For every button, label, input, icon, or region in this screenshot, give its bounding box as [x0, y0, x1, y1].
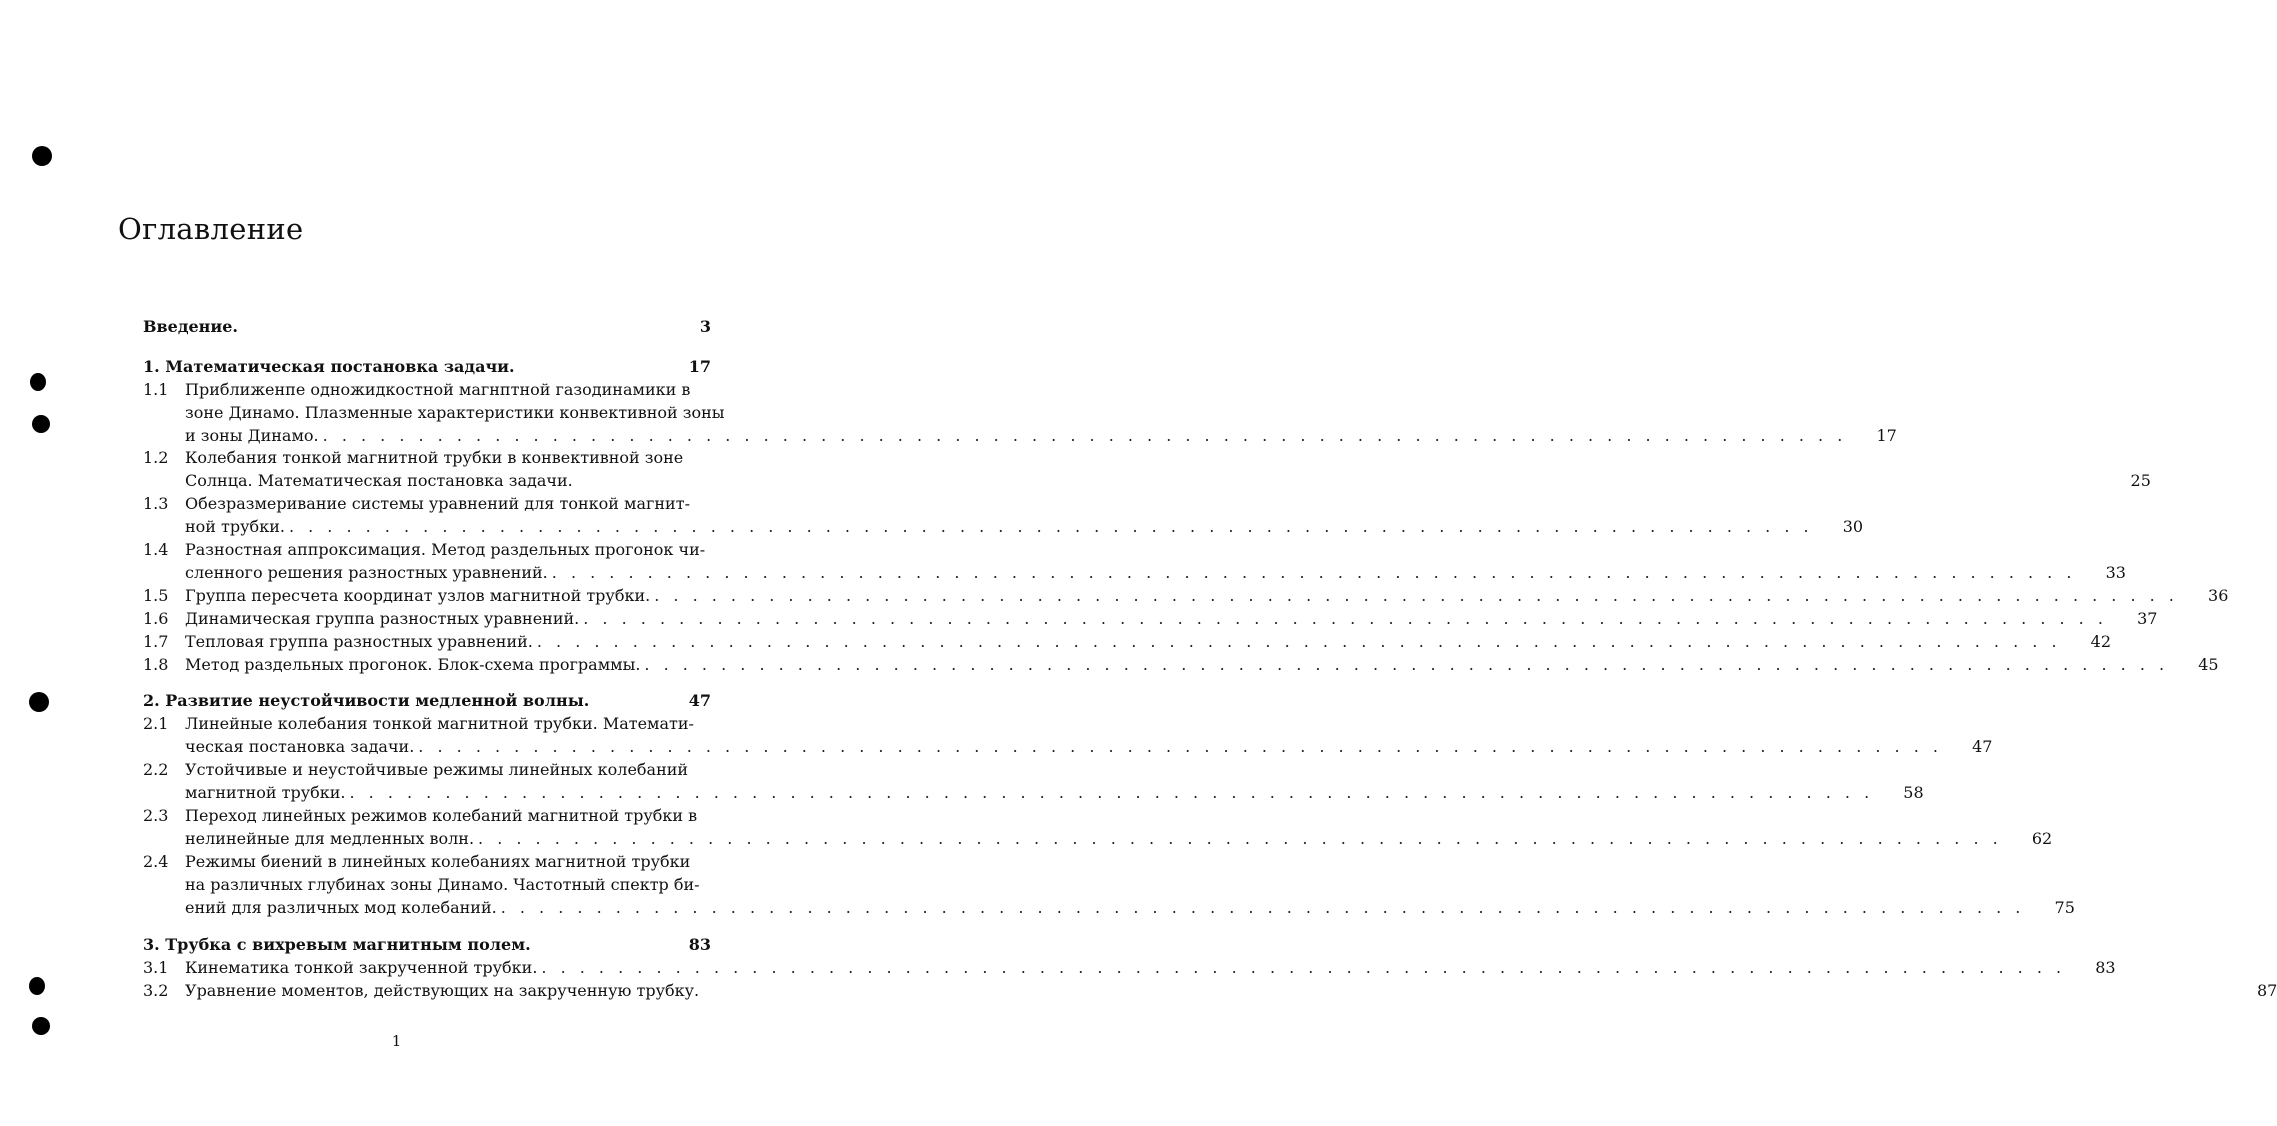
section-number: 3.2 [143, 981, 169, 1000]
section-text: Тепловая группа разностных уравнений. [185, 632, 533, 651]
toc-entry [143, 538, 2126, 584]
page-number: 1 [391, 1032, 402, 1050]
section-text: Устойчивые и неустойчивые режимы линейных колебаний [185, 760, 689, 779]
section-text: ной трубки. [185, 517, 285, 536]
section-text: зоне Динамо. Плазменные характеристики конвективной зоны [185, 403, 725, 422]
section-text: ений для различных мод колебаний. [185, 898, 497, 917]
section-page: 47 [1972, 737, 1993, 756]
toc-entry [143, 378, 1897, 447]
section-page: 36 [2208, 586, 2229, 605]
intro-label: Введение. [143, 317, 238, 336]
section-text: и зоны Динамо. [185, 426, 319, 445]
section-number: 1.8 [143, 655, 169, 674]
section-text: Линейные колебания тонкой магнитной трубки. Математи- [185, 714, 694, 733]
toc-entry [143, 712, 1993, 758]
section-number: 1.2 [143, 448, 169, 467]
intro-page: 3 [699, 317, 711, 336]
toc-entry [143, 979, 2277, 1002]
section-page: 75 [2054, 898, 2075, 917]
section-text: ческая постановка задачи. [185, 737, 415, 756]
toc-entry [143, 653, 2219, 676]
binder-hole [32, 415, 50, 433]
section-text: Режимы биений в линейных колебаниях магнитной трубки [185, 852, 691, 871]
toc-entry [143, 758, 1924, 804]
section-text: Солнца. Математическая постановка задачи. [185, 471, 573, 490]
chapter-page: 47 [688, 691, 711, 710]
section-page: 45 [2198, 655, 2219, 674]
section-text: нелинейные для медленных волн. [185, 829, 475, 848]
chapter-label: 2. Развитие неустойчивости медленной волны. [143, 691, 590, 710]
chapter-heading [143, 689, 711, 712]
toc-entry [143, 607, 2158, 630]
leader-dots [289, 515, 1813, 538]
leader-dots [478, 827, 2002, 850]
section-text: Разностная аппроксимация. Метод раздельных прогонок чи- [185, 540, 706, 559]
leader-dots [418, 735, 1942, 758]
leader-dots [583, 607, 2107, 630]
leader-dots [552, 561, 2076, 584]
section-text: Динамическая группа разностных уравнений. [185, 609, 580, 628]
leader-dots [501, 896, 2025, 919]
toc-entry [143, 446, 2151, 492]
section-text: магнитной трубки. [185, 783, 346, 802]
chapter-heading [143, 933, 711, 956]
section-number: 1.3 [143, 494, 169, 513]
binder-hole [29, 692, 49, 712]
section-number: 2.2 [143, 760, 169, 779]
toc-entry [143, 804, 2053, 850]
section-page: 87 [2256, 981, 2277, 1000]
toc-entry [143, 492, 1864, 538]
section-text: Колебания тонкой магнитной трубки в конвективной зоне [185, 448, 684, 467]
chapter-label: 3. Трубка с вихревым магнитным полем. [143, 935, 531, 954]
leader-dots [349, 781, 1873, 804]
section-text: сленного решения разностных уравнений. [185, 563, 548, 582]
toc-entry [143, 584, 2229, 607]
section-number: 1.1 [143, 380, 169, 399]
section-number: 3.1 [143, 958, 169, 977]
section-text: Уравнение моментов, действующих на закрученную трубку. [185, 981, 700, 1000]
section-page: 33 [2105, 563, 2126, 582]
leader-dots [654, 584, 2178, 607]
chapter-page: 17 [688, 357, 711, 376]
section-page: 30 [1842, 517, 1864, 536]
leader-dots [644, 653, 2168, 676]
section-page: 25 [2130, 471, 2151, 490]
chapter-label: 1. Математическая постановка задачи. [143, 357, 515, 376]
page-title: Оглавление [118, 212, 304, 246]
section-number: 1.5 [143, 586, 169, 605]
toc-entry [143, 630, 2112, 653]
binder-hole [32, 146, 52, 166]
section-page: 37 [2137, 609, 2158, 628]
toc-entry [143, 956, 2116, 979]
section-number: 2.3 [143, 806, 169, 825]
section-text: Приближенпе одножидкостной магнптной газодинамики в [185, 380, 691, 399]
section-number: 1.6 [143, 609, 169, 628]
chapter-heading [143, 355, 711, 378]
section-page: 42 [2090, 632, 2112, 651]
leader-dots [537, 630, 2061, 653]
section-text: на различных глубинах зоны Динамо. Частотный спектр би- [185, 875, 700, 894]
chapter-page: 83 [688, 935, 711, 954]
section-page: 83 [2095, 958, 2116, 977]
section-number: 1.7 [143, 632, 169, 651]
section-text: Кинематика тонкой закрученной трубки. [185, 958, 538, 977]
leader-dots [541, 956, 2065, 979]
leader-dots [323, 424, 1847, 447]
binder-hole [29, 977, 45, 995]
toc-entry [143, 850, 2075, 919]
section-number: 2.4 [143, 852, 169, 871]
section-number: 2.1 [143, 714, 169, 733]
section-page: 58 [1903, 783, 1924, 802]
section-number: 1.4 [143, 540, 169, 559]
toc-intro [143, 315, 711, 338]
section-text: Переход линейных режимов колебаний магнитной трубки в [185, 806, 698, 825]
section-page: 17 [1876, 426, 1897, 445]
section-text: Обезразмеривание системы уравнений для тонкой магнит- [185, 494, 690, 513]
section-text: Группа пересчета координат узлов магнитной трубки. [185, 586, 651, 605]
section-page: 62 [2031, 829, 2053, 848]
section-text: Метод раздельных прогонок. Блок-схема программы. [185, 655, 641, 674]
binder-hole [30, 373, 46, 391]
